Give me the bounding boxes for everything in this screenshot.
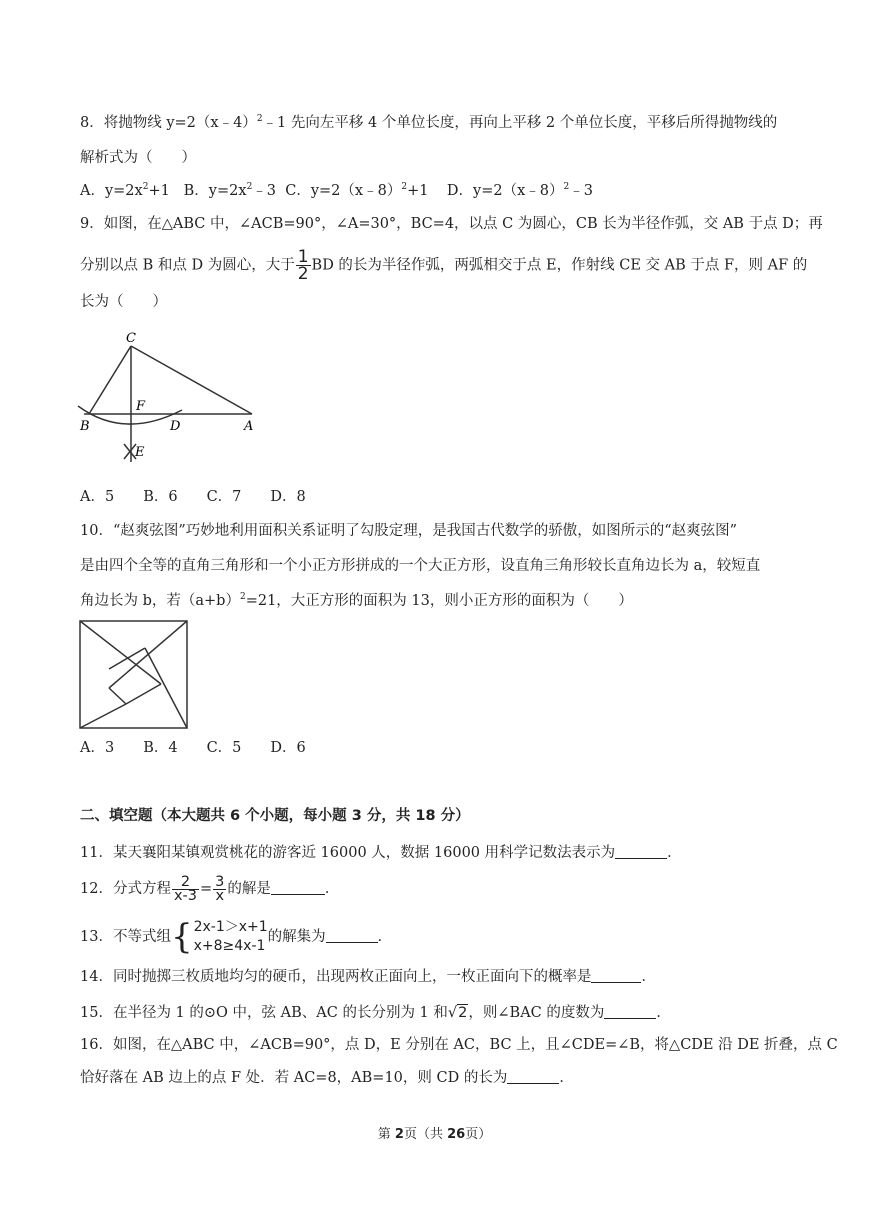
q11-line: 11．某天襄阳某镇观赏桃花的游客近 16000 人，数据 16000 用科学记数法表示为 ． xyxy=(80,845,682,861)
hyp-3 xyxy=(145,648,187,728)
label-c: C xyxy=(126,331,136,346)
q12-answer-blank[interactable] xyxy=(271,880,325,895)
q10-line2: 是由四个全等的直角三角形和一个小正方形拼成的一个大正方形，设直角三角形较长直角边长为 a，较短直 xyxy=(80,558,761,574)
q15-answer-blank[interactable] xyxy=(604,1004,656,1019)
q14-answer-blank[interactable] xyxy=(591,968,641,983)
inner-edge-2 xyxy=(126,684,161,704)
section2-heading: 二、填空题（本大题共 6 个小题，每小题 3 分，共 18 分） xyxy=(80,808,470,824)
q8-exponent: 2 xyxy=(256,114,263,124)
label-b: B xyxy=(80,419,90,434)
q8-options xyxy=(80,181,593,203)
q16-answer-blank[interactable] xyxy=(507,1069,559,1084)
hyp-1 xyxy=(80,621,161,684)
q15-sqrt: √2 xyxy=(447,1005,468,1021)
segment-ca xyxy=(131,346,252,414)
q11-answer-blank[interactable] xyxy=(615,844,667,859)
q12-fraction-left: $\frac{2}{x-3}$ xyxy=(173,873,197,904)
q9-fraction: $\frac{1}{2}$ xyxy=(297,247,309,284)
segment-cb xyxy=(89,346,131,414)
label-e: E xyxy=(135,445,145,460)
q13-line: 13．不等式组 { 2x-1＞x+1 x+8≥4x-1 的解集为 ． xyxy=(80,917,393,957)
q12-fraction-right: $\frac{3}{x}$ xyxy=(215,873,225,904)
q15-line: 15．在半径为 1 的⊙O 中，弦 AB、AC 的长分别为 1 和√2，则∠BAC 的度数为 ． xyxy=(80,1005,671,1021)
outer-square xyxy=(80,621,187,728)
page-total: 26 xyxy=(447,1127,466,1142)
q14-line: 14．同时抛掷三枚质地均匀的硬币，出现两枚正面向上，一枚正面向下的概率是 ． xyxy=(80,969,656,985)
q13-inequality-1: 2x-1＞x+1 xyxy=(193,919,268,935)
q9-line2 xyxy=(80,249,807,282)
q13-answer-blank[interactable] xyxy=(326,928,378,943)
q8-option-d: D．y=2（x﹣8）$^2$﹣3 xyxy=(446,182,593,199)
q13-inequality-system: { 2x-1＞x+1 x+8≥4x-1 xyxy=(170,917,268,957)
page-number: 2 xyxy=(394,1127,404,1142)
label-d: D xyxy=(170,419,181,434)
label-a: A xyxy=(244,419,254,434)
inner-edge-1 xyxy=(109,688,126,704)
q9-line1: 9．如图，在△ABC 中，∠ACB=90°，∠A=30°，BC=4，以点 C 为圆心，CB 长为半径作弧，交 AB 于点 D；再 xyxy=(80,216,823,232)
inner-edge-3 xyxy=(109,648,145,669)
q9-line3: 长为（ ） xyxy=(80,294,167,310)
q8-text-a: 8．将抛物线 y=2（x﹣4） xyxy=(80,115,257,131)
q10-line3: 角边长为 b，若$(a+b)^2=21$，大正方形的面积为 13，则小正方形的面积为（ ） xyxy=(80,592,633,609)
q10-options: A．3 B．4 C．5 D．6 xyxy=(80,740,306,756)
q8-text-b: ﹣1 先向左平移 4 个单位长度，再向上平移 2 个单位长度，平移后所得抛物线的 xyxy=(262,115,778,131)
q9-options: A．5 B．6 C．7 D．8 xyxy=(80,489,306,505)
q8-option-a: A．$y=2x^2+1$ xyxy=(80,182,170,199)
page-footer: 第 2页（共 26页） xyxy=(377,1127,492,1142)
label-f: F xyxy=(136,399,146,414)
hyp-4 xyxy=(80,704,126,728)
q8-option-b: B．$y=2x^2﹣3$ xyxy=(183,182,277,199)
q16-line2: 恰好落在 AB 边上的点 F 处．若 AC=8，AB=10，则 CD 的长为 ． xyxy=(80,1070,574,1086)
q10-exponent: 2 xyxy=(239,592,246,602)
q12-line: 12．分式方程 $\frac{2}{x-3}$ = $\frac{3}{x}$ 的解是 ． xyxy=(80,873,340,904)
arc-bd xyxy=(78,406,182,424)
q8-line1 xyxy=(80,113,777,135)
q8-line2: 解析式为（ ） xyxy=(80,150,196,166)
q13-inequality-2: x+8≥4x-1 xyxy=(193,938,266,954)
q10-figure-zhao-shuang xyxy=(79,620,189,730)
q9-text-post: BD 的长为半径作弧，两弧相交于点 E，作射线 CE 交 AB 于点 F，则 AF 的 xyxy=(311,257,808,274)
q10-line1: 10．“赵爽弦图”巧妙地利用面积关系证明了勾股定理，是我国古代数学的骄傲，如图所示的“赵爽弦图” xyxy=(80,523,738,539)
q16-line1: 16．如图，在△ABC 中，∠ACB=90°，点 D，E 分别在 AC，BC 上，且∠CDE=∠B，将△CDE 沿 DE 折叠，点 C xyxy=(80,1037,838,1053)
q8-option-c: C．y=2（x﹣8）$^2$+1 xyxy=(285,182,429,199)
q9-text-pre: 分别以点 B 和点 D 为圆心，大于 xyxy=(80,257,295,274)
q9-figure xyxy=(74,328,264,468)
